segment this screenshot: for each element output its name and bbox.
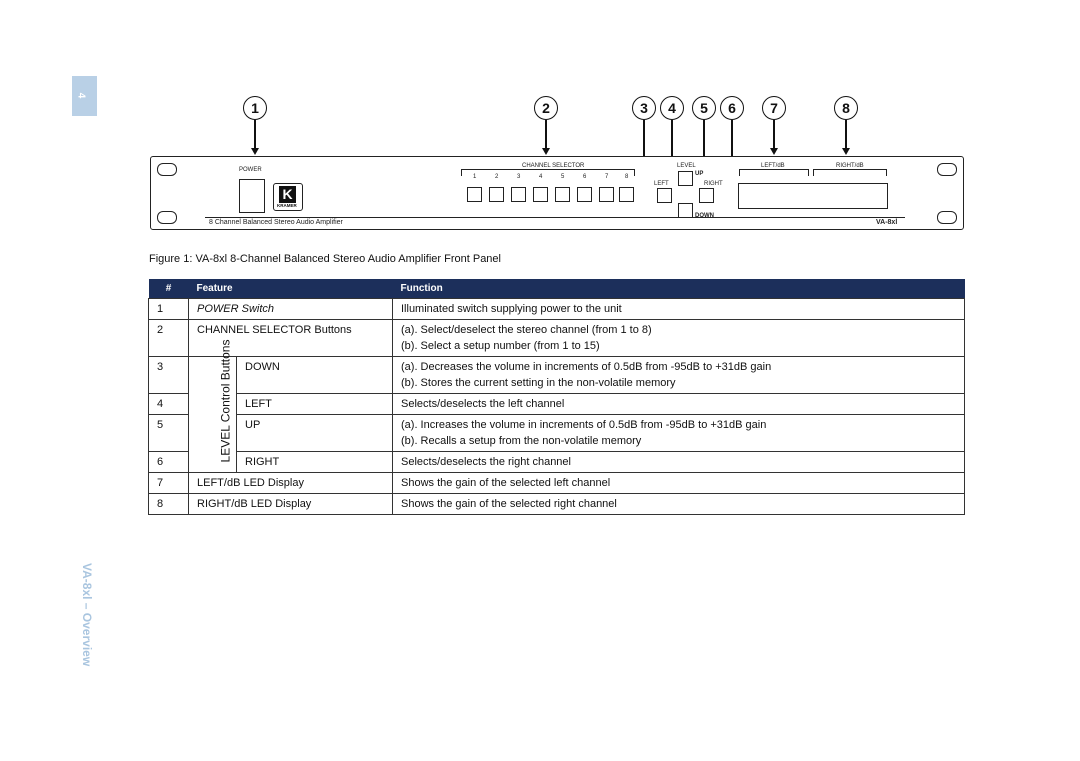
channel-7-button[interactable] (599, 187, 614, 202)
row-number: 7 (149, 473, 189, 494)
row-number: 4 (149, 394, 189, 415)
row-feature: LEFT (237, 394, 393, 415)
left-db-bracket (739, 169, 809, 176)
callout-6: 6 (720, 96, 744, 120)
panel-divider-line (205, 217, 905, 218)
side-title-text: VA-8xl – Overview (80, 563, 94, 667)
table-row (149, 299, 965, 320)
level-down-button[interactable] (678, 203, 693, 218)
channel-number: 2 (495, 174, 499, 180)
channel-number: 4 (539, 174, 543, 180)
channel-4-button[interactable] (533, 187, 548, 202)
row-number: 1 (149, 299, 189, 320)
right-label: RIGHT (704, 181, 723, 187)
right-db-bracket (813, 169, 887, 176)
callout-8-line (845, 120, 847, 150)
right-db-label: RIGHT/dB (836, 163, 864, 169)
callout-7-line (773, 120, 775, 150)
level-left-button[interactable] (657, 188, 672, 203)
channel-number: 6 (583, 174, 587, 180)
function-line-a: (a). Increases the volume in increments of 0.5dB from -95dB to +31dB gain (401, 419, 767, 431)
channel-number: 8 (625, 174, 629, 180)
table-row (149, 357, 965, 394)
function-line-a: (a). Select/deselect the stereo channel (from 1 to 8) (401, 324, 652, 336)
rack-ear-hole (157, 211, 177, 224)
row-feature: RIGHT (237, 452, 393, 473)
row-function: Illuminated switch supplying power to the unit (393, 299, 965, 320)
page-number: 4 (75, 92, 87, 99)
row-number: 3 (149, 357, 189, 394)
left-label: LEFT (654, 181, 669, 187)
row-function (393, 320, 965, 357)
row-feature: DOWN (237, 357, 393, 394)
row-function: Shows the gain of the selected right channel (393, 494, 965, 515)
level-group-text: LEVEL Control Buttons (218, 339, 233, 463)
feature-table (148, 279, 965, 515)
logo-letter: K (279, 186, 296, 203)
callout-8: 8 (834, 96, 858, 120)
channel-8-button[interactable] (619, 187, 634, 202)
callout-5: 5 (692, 96, 716, 120)
channel-number: 7 (605, 174, 609, 180)
callout-2: 2 (534, 96, 558, 120)
callout-7-arrow (770, 148, 778, 155)
row-function (393, 357, 965, 394)
led-display (738, 183, 888, 209)
row-number: 2 (149, 320, 189, 357)
up-label: UP (695, 171, 704, 177)
callout-1: 1 (243, 96, 267, 120)
table-header-row (149, 279, 965, 299)
callout-1-line (254, 120, 256, 150)
row-feature: UP (237, 415, 393, 452)
down-label: DOWN (695, 213, 714, 219)
function-line-b: (b). Recalls a setup from the non-volatile memory (401, 435, 642, 447)
callout-7: 7 (762, 96, 786, 120)
channel-selector-bracket (461, 169, 635, 176)
channel-number: 5 (561, 174, 565, 180)
front-panel (150, 156, 964, 230)
function-line-b: (b). Select a setup number (from 1 to 15) (401, 340, 600, 352)
page-number-tab (72, 76, 97, 116)
row-feature: LEFT/dB LED Display (189, 473, 393, 494)
rack-ear-hole (937, 211, 957, 224)
model-badge: VA-8xl (876, 219, 898, 226)
table-row (149, 415, 965, 452)
row-feature: POWER Switch (189, 299, 393, 320)
channel-2-button[interactable] (489, 187, 504, 202)
callout-8-arrow (842, 148, 850, 155)
left-db-label: LEFT/dB (761, 163, 785, 169)
row-feature: CHANNEL SELECTOR Buttons (189, 320, 393, 357)
table-row (149, 473, 965, 494)
model-description: 8 Channel Balanced Stereo Audio Amplifier (209, 219, 343, 226)
channel-number: 1 (473, 174, 477, 180)
channel-number: 3 (517, 174, 521, 180)
header-number: # (149, 279, 189, 299)
row-function: Selects/deselects the left channel (393, 394, 965, 415)
power-switch[interactable] (239, 179, 265, 213)
logo-brand: KRAMER (277, 203, 297, 208)
row-function: Shows the gain of the selected left channel (393, 473, 965, 494)
channel-3-button[interactable] (511, 187, 526, 202)
callout-4: 4 (660, 96, 684, 120)
row-number: 8 (149, 494, 189, 515)
function-line-a: (a). Decreases the volume in increments of 0.5dB from -95dB to +31dB gain (401, 361, 772, 373)
channel-1-button[interactable] (467, 187, 482, 202)
side-section-title (74, 563, 94, 696)
callout-5-line (703, 120, 705, 160)
row-number: 6 (149, 452, 189, 473)
level-label: LEVEL (677, 163, 696, 169)
table-row (149, 320, 965, 357)
callout-1-arrow (251, 148, 259, 155)
row-function: Selects/deselects the right channel (393, 452, 965, 473)
callout-3: 3 (632, 96, 656, 120)
channel-selector-label: CHANNEL SELECTOR (519, 163, 587, 169)
row-function (393, 415, 965, 452)
row-feature: RIGHT/dB LED Display (189, 494, 393, 515)
callout-2-arrow (542, 148, 550, 155)
channel-6-button[interactable] (577, 187, 592, 202)
header-function: Function (393, 279, 965, 299)
power-label: POWER (239, 167, 262, 173)
row-number: 5 (149, 415, 189, 452)
header-feature: Feature (189, 279, 393, 299)
function-line-b: (b). Stores the current setting in the non-volatile memory (401, 377, 676, 389)
level-control-buttons-label (196, 339, 236, 463)
kramer-logo (273, 183, 303, 211)
figure-caption: Figure 1: VA-8xl 8-Channel Balanced Stereo Audio Amplifier Front Panel (149, 253, 501, 265)
level-up-button[interactable] (678, 171, 693, 186)
level-right-button[interactable] (699, 188, 714, 203)
table-row (149, 394, 965, 415)
channel-5-button[interactable] (555, 187, 570, 202)
rack-ear-hole (937, 163, 957, 176)
rack-ear-hole (157, 163, 177, 176)
table-row (149, 494, 965, 515)
callout-2-line (545, 120, 547, 150)
table-row (149, 452, 965, 473)
